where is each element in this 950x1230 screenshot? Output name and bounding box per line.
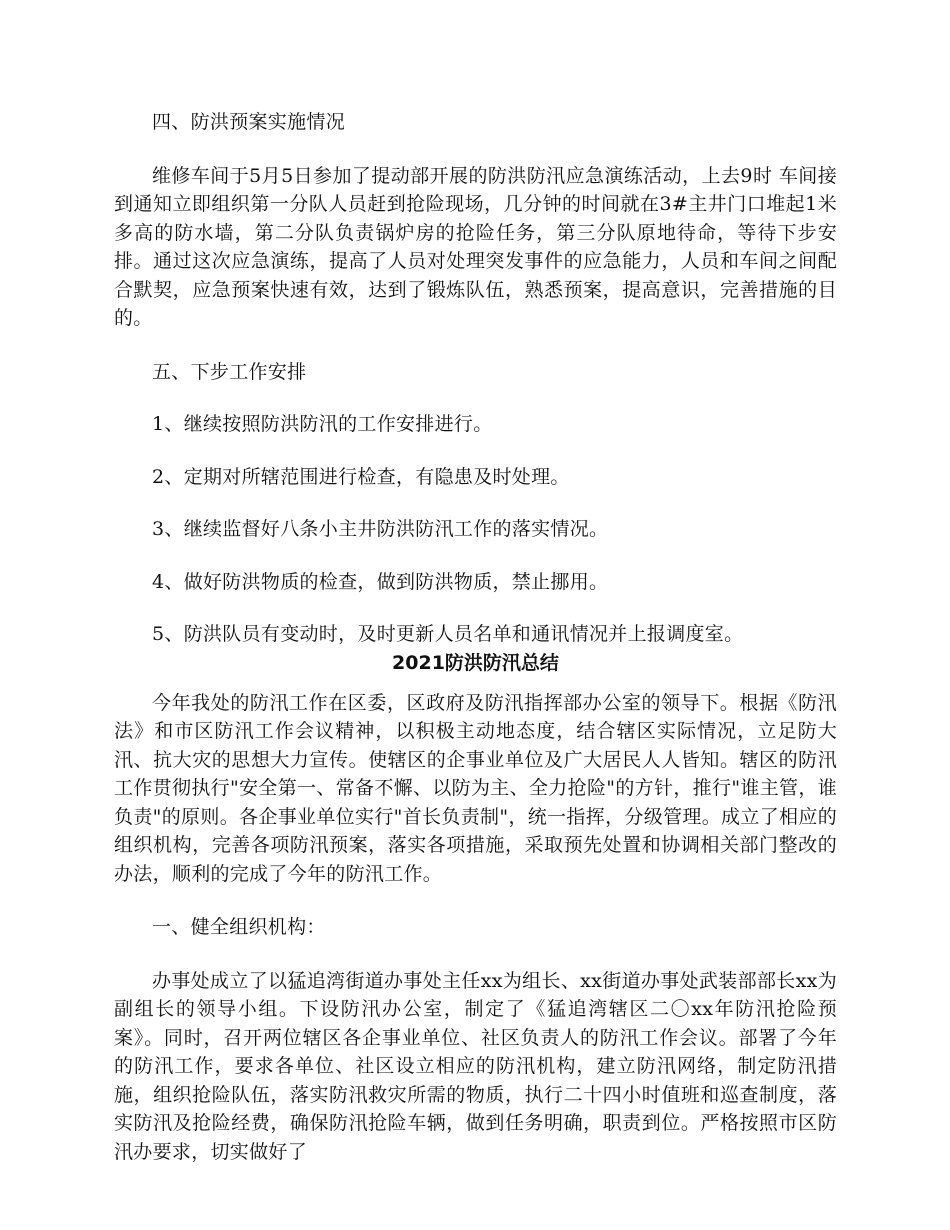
list-item-5: 5、防洪队员有变动时，及时更新人员名单和通讯情况并上报调度室。 <box>152 623 744 645</box>
section-heading-5: 五、下步工作安排 <box>152 360 307 383</box>
section-heading-4: 四、防洪预案实施情况 <box>152 111 346 133</box>
document-page <box>114 108 837 1166</box>
paragraph-intro: 今年我处的防汛工作在区委，区政府及防汛指挥部办公室的领导下。根据《防汛法》和市区防汛工作会议精神，以积极主动地态度，结合辖区实际情况，立足防大汛、抗大灾的思想大力宣传。使辖区的企事业单位及广大居民人人皆知。辖区的防汛工作贯彻执行"安全第一、常备不懈、以防为主、全力抢险"的方针，推行"谁主管，谁负责"的原则。各企事业单位实行"首长负责制"，统一指挥，分级管理。成立了相应的组织机构，完善各项防汛预案，落实各项措施，采取预先处置和协调相关部门整改的办法，顺利的完成了今年的防汛工作。 <box>114 691 837 885</box>
section-heading-1: 一、健全组织机构： <box>152 916 326 938</box>
list-item-3: 3、继续监督好八条小主井防洪防汛工作的落实情况。 <box>152 518 609 540</box>
list-item-1: 1、继续按照防洪防汛的工作安排进行。 <box>152 413 493 435</box>
paragraph-organization: 办事处成立了以猛追湾街道办事处主任xx为组长、xx街道办事处武装部部长xx为副组长的领导小组。下设防汛办公室，制定了《猛追湾辖区二〇xx年防汛抢险预案》。同时，召开两位辖区各企事业单位、社区负责人的防汛工作会议。部署了今年的防汛工作，要求各单位、社区设立相应的防汛机构，建立防汛网络，制定防汛措施，组织抢险队伍，落实防汛救灾所需的物质，执行二十四小时值班和巡查制度，落实防汛及抢险经费，确保防汛抢险车辆，做到任务明确，职责到位。严格按照市区防汛办要求，切实做好了 <box>114 969 837 1163</box>
paragraph-drill-report: 维修车间于5月5日参加了提动部开展的防洪防汛应急演练活动，上去9时 车间接到通知立即组织第一分队人员赶到抢险现场，几分钟的时间就在3#主井门口堆起1米多高的防水墙，第二分队负责锅炉房的抢险任务，第三分队原地待命，等待下步安排。通过这次应急演练，提高了人员对处理突发事件的应急能力，人员和车间之间配合默契，应急预案快速有效，达到了锻炼队伍，熟悉预案，提高意识，完善措施的目的。 <box>114 164 838 329</box>
list-item-2: 2、定期对所辖范围进行检查，有隐患及时处理。 <box>152 465 570 488</box>
list-item-4: 4、做好防洪物质的检查，做到防洪物质，禁止挪用。 <box>152 570 609 593</box>
document-title: 2021防洪防汛总结 <box>392 651 559 674</box>
